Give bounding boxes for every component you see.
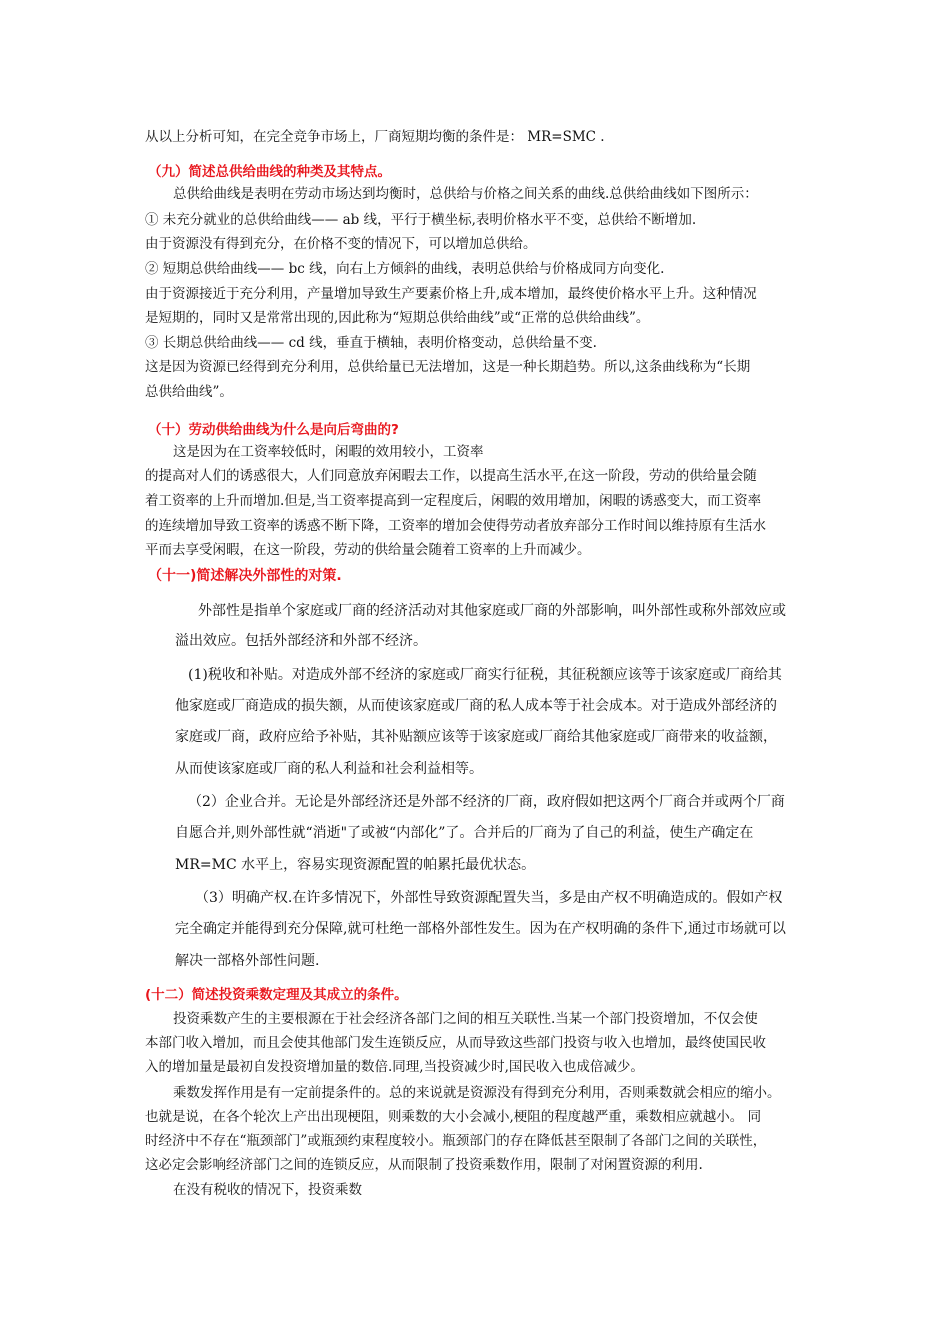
paragraph-line: 这是因为资源已经得到充分利用，总供给量已无法增加，这是一种长期趋势。所以,这条曲线称为“长期 <box>145 359 751 375</box>
paragraph-line: 自愿合并,则外部性就“消逝"了或被“内部化”了。合并后的厂商为了自己的利益，使生产确定在 <box>175 825 754 841</box>
paragraph-line: 外部性是指单个家庭或厂商的经济活动对其他家庭或厂商的外部影响，叫外部性或称外部效应或 <box>198 603 786 619</box>
paragraph-line: 这是因为在工资率较低时，闲暇的效用较小，工资率 <box>173 444 484 460</box>
paragraph-line: 着工资率的上升而增加.但是,当工资率提高到一定程度后，闲暇的效用增加，闲暇的诱惑变大，而工资率 <box>145 493 762 509</box>
paragraph-line: 是短期的，同时又是常常出现的,因此称为“短期总供给曲线”或“正常的总供给曲线”。 <box>145 310 650 326</box>
paragraph-line: 他家庭或厂商造成的损失额，从而使该家庭或厂商的私人成本等于社会成本。对于造成外部经济的 <box>175 698 777 714</box>
intro-line: 从以上分析可知，在完全竞争市场上，厂商短期均衡的条件是： MR=SMC . <box>145 129 605 145</box>
paragraph-line: 乘数发挥作用是有一定前提条件的。总的来说就是资源没有得到充分利用，否则乘数就会相应的缩小。 <box>173 1085 781 1101</box>
paragraph-line: (1)税收和补贴。对造成外部不经济的家庭或厂商实行征税，其征税额应该等于该家庭或厂商给其 <box>188 667 782 683</box>
paragraph-line: 溢出效应。包括外部经济和外部不经济。 <box>175 633 427 649</box>
paragraph-line: 这必定会影响经济部门之间的连锁反应，从而限制了投资乘数作用，限制了对闲置资源的利用. <box>145 1157 703 1173</box>
paragraph-line: 总供给曲线”。 <box>145 384 233 400</box>
paragraph-line: ③ 长期总供给曲线—— cd 线，垂直于横轴，表明价格变动，总供给量不变. <box>145 335 597 351</box>
paragraph-line: 总供给曲线是表明在劳动市场达到均衡时，总供给与价格之间关系的曲线.总供给曲线如下图所示： <box>173 186 758 202</box>
paragraph-line: 从而使该家庭或厂商的私人利益和社会利益相等。 <box>175 761 483 777</box>
paragraph-line: （2）企业合并。无论是外部经济还是外部不经济的厂商，政府假如把这两个厂商合并或两个厂商 <box>188 794 785 810</box>
paragraph-line: 完全确定并能得到充分保障,就可杜绝一部格外部性发生。因为在产权明确的条件下,通过市场就可以 <box>175 921 786 937</box>
paragraph-line: 解决一部格外部性问题. <box>175 953 320 969</box>
paragraph-line: MR=MC 水平上，容易实现资源配置的帕累托最优状态。 <box>175 857 536 873</box>
paragraph-line: ① 未充分就业的总供给曲线—— ab 线，平行于横坐标,表明价格水平不变，总供给不断增加. <box>145 212 697 228</box>
paragraph-line: 时经济中不存在“瓶颈部门”或瓶颈约束程度较小。瓶颈部门的存在降低甚至限制了各部门之间的关联性， <box>145 1133 767 1149</box>
paragraph-line: ② 短期总供给曲线—— bc 线，向右上方倾斜的曲线，表明总供给与价格成同方向变化. <box>145 261 665 277</box>
paragraph-line: 也就是说，在各个轮次上产出出现梗阻，则乘数的大小会减小,梗阻的程度越严重，乘数相应就越小。 同 <box>145 1109 762 1125</box>
paragraph-line: 投资乘数产生的主要根源在于社会经济各部门之间的相互关联性.当某一个部门投资增加，不仅会使 <box>173 1011 758 1027</box>
paragraph-line: 的连续增加导致工资率的诱惑不断下降，工资率的增加会使得劳动者放弃部分工作时间以维持原有生活水 <box>145 518 766 534</box>
section-10-heading: （十）劳动供给曲线为什么是向后弯曲的? <box>148 422 399 438</box>
section-12-heading: (十二）简述投资乘数定理及其成立的条件。 <box>145 987 408 1003</box>
paragraph-line: 家庭或厂商，政府应给予补贴，其补贴额应该等于该家庭或厂商给其他家庭或厂商带来的收益额， <box>175 729 777 745</box>
paragraph-line: （3）明确产权.在许多情况下，外部性导致资源配置失当，多是由产权不明确造成的。假如产权 <box>195 890 783 906</box>
section-11-heading: （十一)简述解决外部性的对策. <box>148 568 342 584</box>
paragraph-line: 平而去享受闲暇，在这一阶段，劳动的供给量会随着工资率的上升而减少。 <box>145 542 591 558</box>
paragraph-line: 由于资源没有得到充分，在价格不变的情况下，可以增加总供给。 <box>145 236 537 252</box>
paragraph-line: 入的增加量是最初自发投资增加量的数倍.同理,当投资减少时,国民收入也成倍减少。 <box>145 1059 644 1075</box>
paragraph-line: 在没有税收的情况下，投资乘数 <box>173 1182 362 1198</box>
paragraph-line: 的提高对人们的诱惑很大，人们同意放弃闲暇去工作，以提高生活水平,在这一阶段，劳动的供给量会随 <box>145 468 757 484</box>
paragraph-line: 由于资源接近于充分利用，产量增加导致生产要素价格上升,成本增加，最终使价格水平上升。这种情况 <box>145 286 757 302</box>
section-9-heading: （九）简述总供给曲线的种类及其特点。 <box>148 164 391 180</box>
paragraph-line: 本部门收入增加，而且会使其他部门发生连锁反应，从而导致这些部门投资与收入也增加，最终使国民收 <box>145 1035 766 1051</box>
